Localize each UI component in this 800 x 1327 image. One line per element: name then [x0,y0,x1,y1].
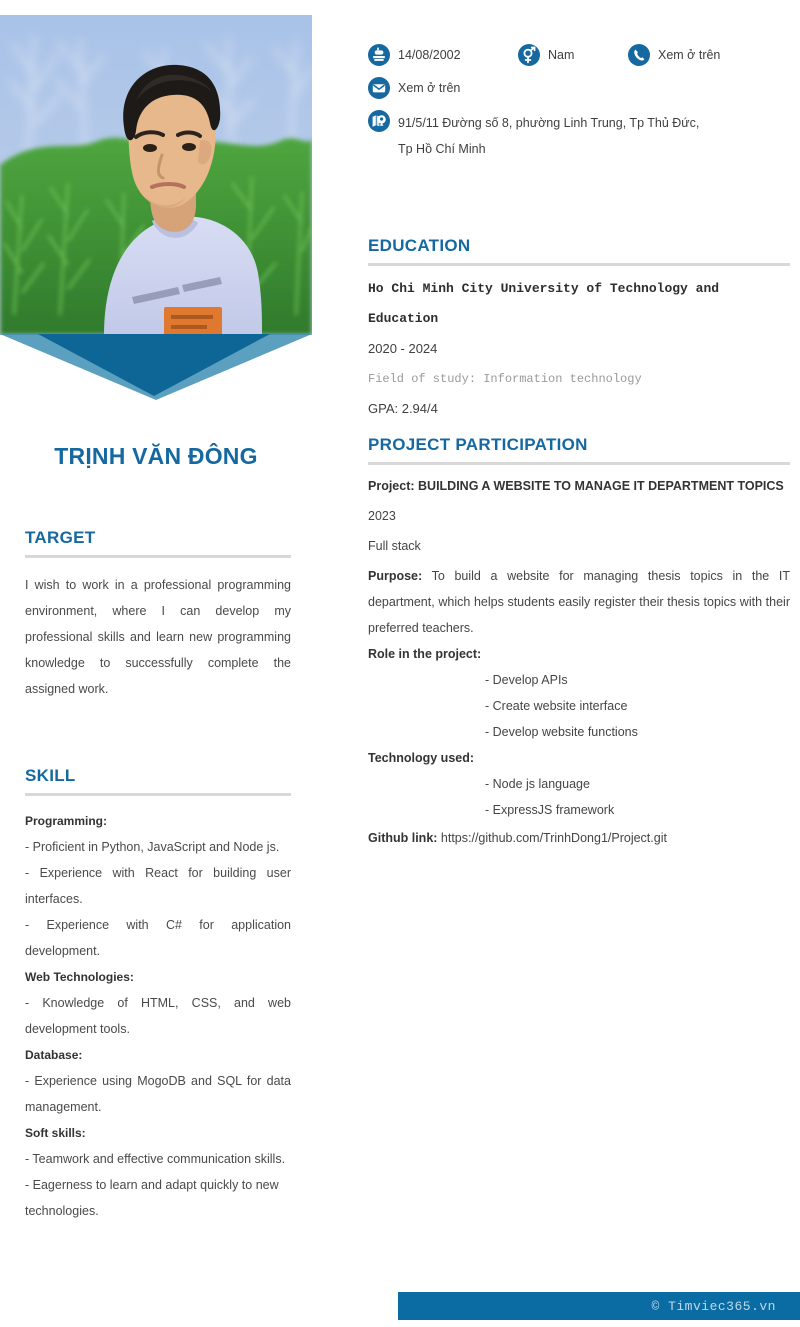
project-tech-item: - Node js language [485,777,590,791]
contact-dob [368,44,518,66]
skill-group [25,1042,291,1120]
education-years: 2020 - 2024 [368,341,438,356]
contact-row-email [368,77,793,99]
candidate-name-block [0,443,312,470]
skill-category: Programming: [25,814,108,828]
section-divider [25,555,291,558]
gender-icon [518,44,540,66]
address-line-1: 91/5/11 Đường số 8, phường Linh Trung, Tp Thủ Đức, [398,116,700,130]
contact-address [368,110,793,162]
skill-category: Database: [25,1048,83,1062]
education-field: Field of study: Information technology [368,372,642,386]
project-role-item: - Develop website functions [485,725,638,739]
project-role-item: - Create website interface [485,699,628,713]
footer-copyright: © Timviec365.vn [651,1298,776,1314]
birthday-cake-icon [368,44,390,66]
section-divider [368,462,790,465]
section-heading-target: TARGET [25,528,96,547]
project-role-item: - Develop APIs [485,673,568,687]
skill-item: - Eagerness to learn and adapt quickly to new technologies. [25,1178,279,1218]
profile-photo [0,15,312,335]
skill-item: - Experience using MogoDB and SQL for data management. [25,1074,291,1114]
project-purpose-text: To build a website for managing thesis topics in the IT department, which helps students easily register their thesis topics with their preferred teachers. [368,569,790,635]
section-divider [25,793,291,796]
map-pin-icon [368,110,390,132]
skill-group [25,808,291,964]
contact-row-primary [368,44,793,66]
project-title: Project: BUILDING A WEBSITE TO MANAGE IT DEPARTMENT TOPICS [368,479,784,493]
section-divider [368,263,790,266]
section-heading-project: PROJECT PARTICIPATION [368,435,588,454]
left-column [0,0,312,1327]
education-gpa: GPA: 2.94/4 [368,401,438,416]
skill-item: - Knowledge of HTML, CSS, and web development tools. [25,996,291,1036]
skill-category: Soft skills: [25,1126,86,1140]
contact-block [368,44,793,173]
phone-icon [628,44,650,66]
contact-email [368,77,460,99]
section-heading-education: EDUCATION [368,236,471,255]
project-tech-item: - ExpressJS framework [485,803,615,817]
skill-item: - Experience with C# for application development. [25,918,291,958]
project-role-label: Role in the project: [368,647,482,661]
project-github [368,825,790,851]
skill-item: - Experience with React for building user interfaces. [25,866,291,906]
project-github-label: Github link: [368,831,438,845]
portrait-photo-illustration [0,15,312,335]
address-line-2: Tp Hồ Chí Minh [398,142,486,156]
contact-phone [628,44,720,66]
contact-gender [518,44,628,66]
skill-category: Web Technologies: [25,970,134,984]
skill-group [25,964,291,1042]
gender-value: Nam [548,48,575,62]
skill-group [25,1120,291,1224]
footer-bar [398,1292,800,1320]
education-school: Ho Chi Minh City University of Technology and Education [368,281,720,326]
phone-value: Xem ở trên [658,48,721,62]
project-tech-label: Technology used: [368,751,475,765]
target-text: I wish to work in a professional programming environment, where I can develop my professional skills and learn new programming knowledge to successfully complete the assigned work. [25,578,291,696]
section-education [368,236,790,424]
project-position: Full stack [368,539,421,553]
skill-item: - Proficient in Python, JavaScript and Node js. [25,840,280,854]
section-project-participation [368,435,790,851]
chevron-banner [0,334,312,400]
skill-item: - Teamwork and effective communication skills. [25,1152,286,1166]
page-title: TRỊNH VĂN ĐÔNG [54,443,258,469]
contact-row-address [368,110,793,162]
project-github-url[interactable]: https://github.com/TrinhDong1/Project.git [437,831,667,845]
dob-value: 14/08/2002 [398,48,461,62]
email-value: Xem ở trên [398,81,461,95]
project-purpose [368,563,790,641]
project-year: 2023 [368,509,396,523]
section-target [25,528,291,702]
project-purpose-label: Purpose: [368,569,423,583]
section-heading-skill: SKILL [25,766,76,785]
envelope-icon [368,77,390,99]
section-skill [25,766,291,1224]
